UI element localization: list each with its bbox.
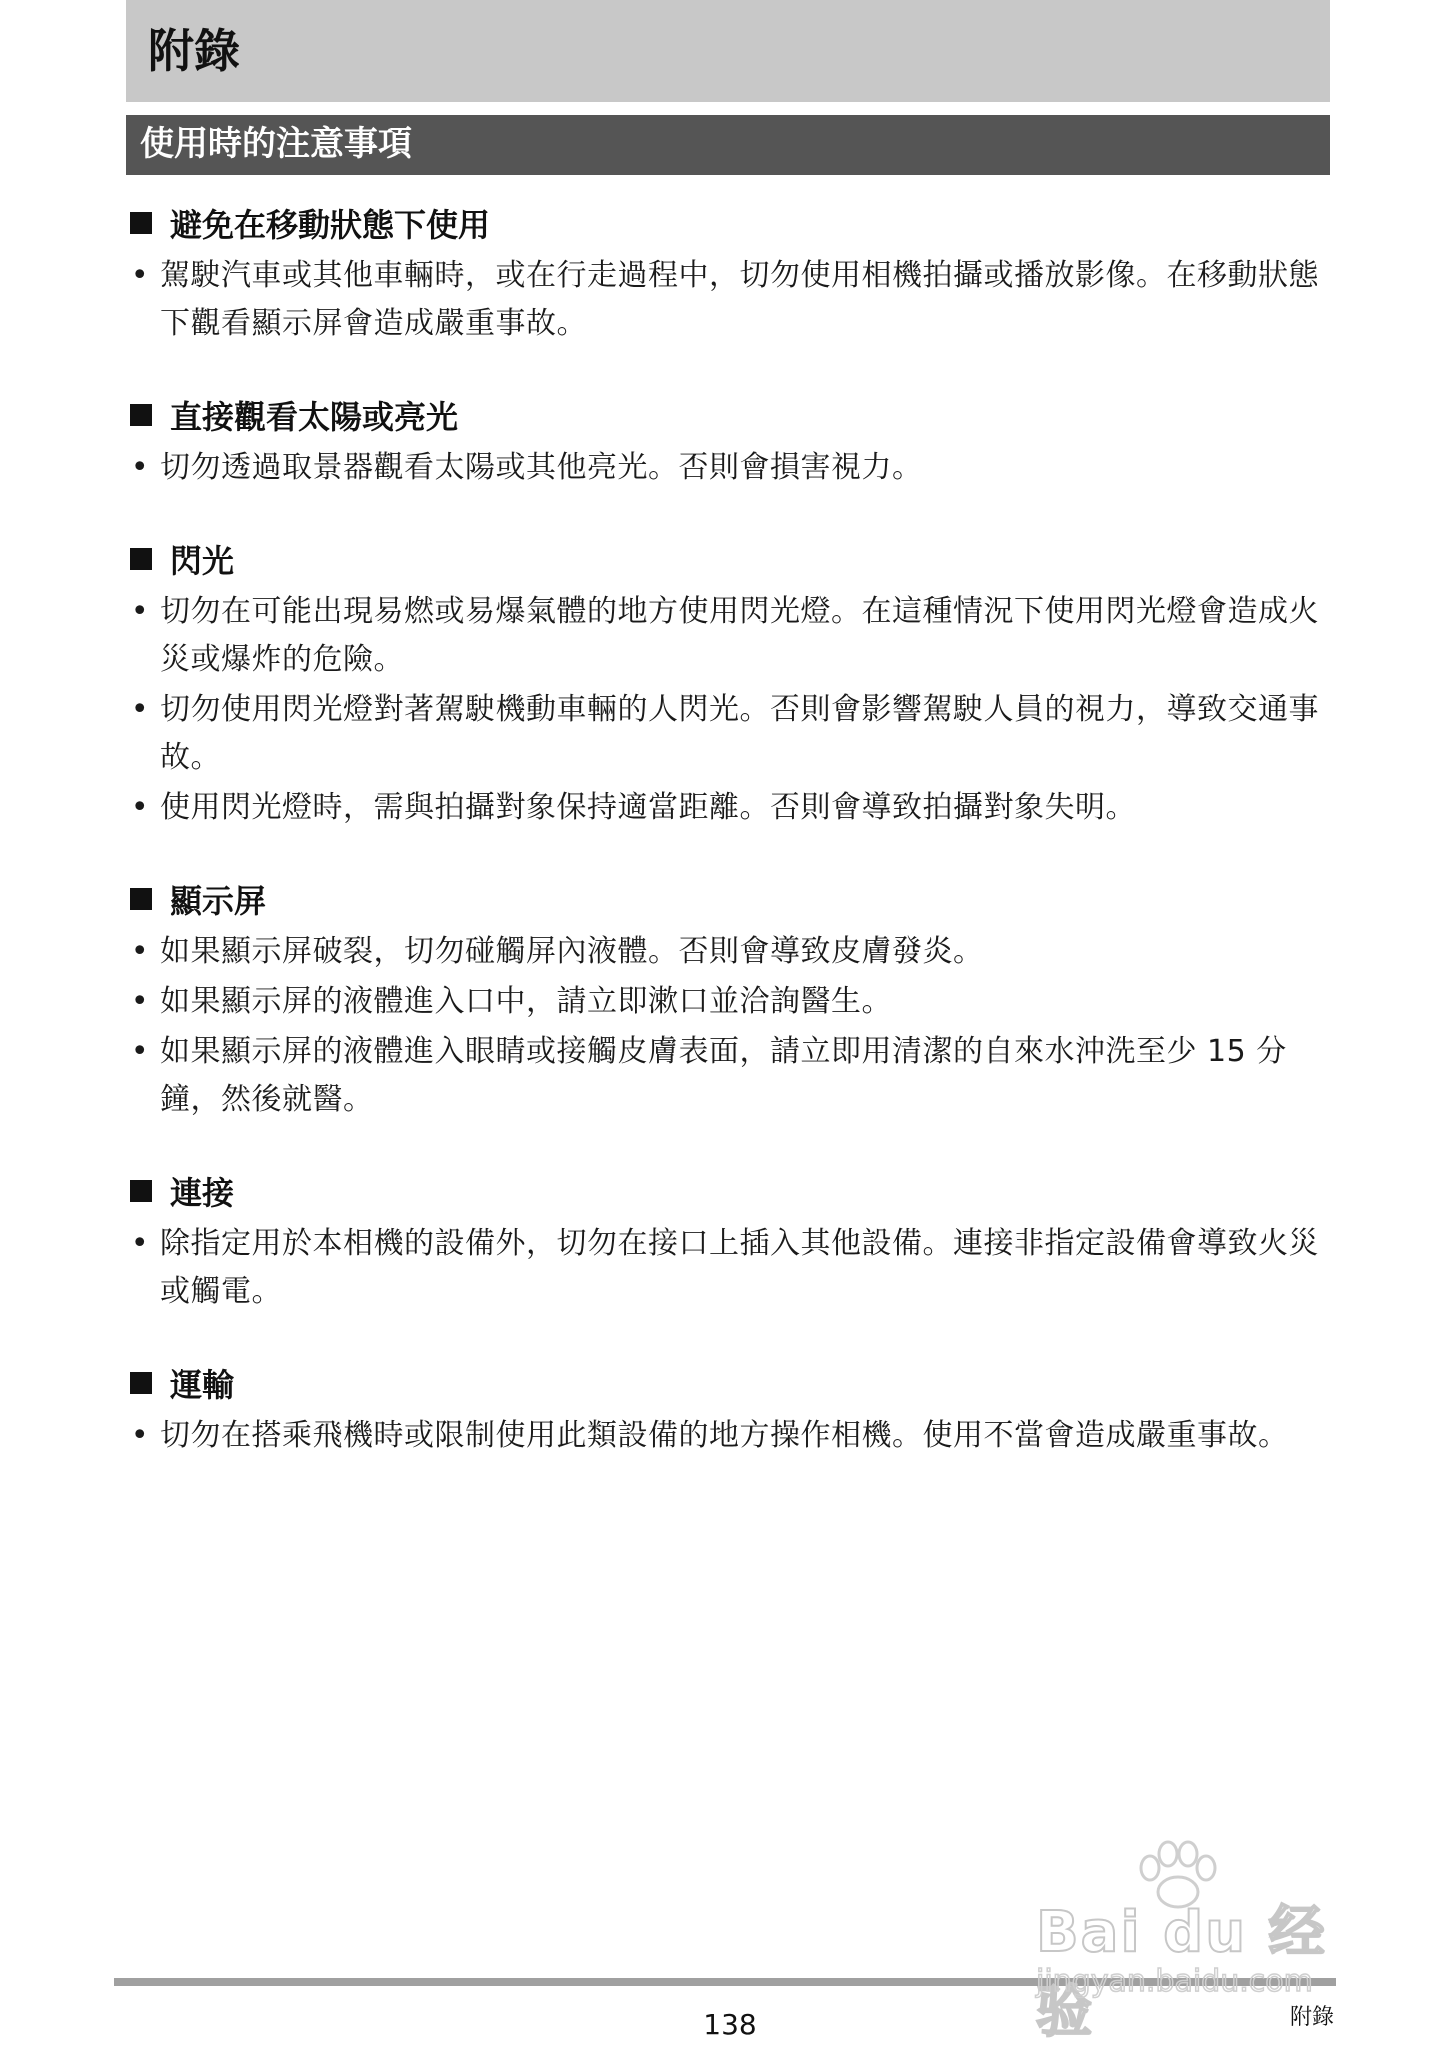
caution-item <box>126 1028 1336 1124</box>
caution-heading-text: 顯示屏 <box>170 882 267 920</box>
bullet-icon: • <box>130 790 150 825</box>
caution-heading <box>126 388 1336 442</box>
footer-rule <box>114 1978 1336 1986</box>
caution-heading <box>126 872 1336 926</box>
paw-icon <box>1130 1840 1220 1910</box>
content-area <box>126 196 1336 1500</box>
caution-heading <box>126 1164 1336 1218</box>
square-bullet-icon <box>130 888 152 910</box>
caution-item <box>126 588 1336 684</box>
square-bullet-icon <box>130 1180 152 1202</box>
caution-item-text: 如果顯示屏破裂，切勿碰觸屏內液體。否則會導致皮膚發炎。 <box>160 934 984 969</box>
caution-item-text: 切勿使用閃光燈對著駕駛機動車輛的人閃光。否則會影響駕駛人員的視力，導致交通事故。 <box>160 692 1319 775</box>
square-bullet-icon <box>130 548 152 570</box>
caution-heading-text: 直接觀看太陽或亮光 <box>170 398 459 436</box>
page-number: 138 <box>703 2008 757 2041</box>
caution-heading <box>126 1356 1336 1410</box>
footer-chapter-label: 附錄 <box>1290 2005 1335 2030</box>
caution-item-text: 如果顯示屏的液體進入口中，請立即漱口並洽詢醫生。 <box>160 984 892 1019</box>
caution-item <box>126 928 1336 976</box>
caution-heading-text: 連接 <box>170 1174 235 1212</box>
caution-item-text: 駕駛汽車或其他車輛時，或在行走過程中，切勿使用相機拍攝或播放影像。在移動狀態下觀看顯示屏會造成嚴重事故。 <box>160 258 1319 341</box>
caution-item <box>126 686 1336 782</box>
caution-section <box>126 872 1336 1124</box>
caution-item <box>126 1220 1336 1316</box>
caution-item-text: 切勿在搭乘飛機時或限制使用此類設備的地方操作相機。使用不當會造成嚴重事故。 <box>160 1418 1289 1453</box>
caution-item <box>126 252 1336 348</box>
square-bullet-icon <box>130 1372 152 1394</box>
bullet-icon: • <box>130 258 150 293</box>
caution-heading <box>126 196 1336 250</box>
bullet-icon: • <box>130 692 150 727</box>
caution-heading <box>126 532 1336 586</box>
caution-item-text: 如果顯示屏的液體進入眼睛或接觸皮膚表面，請立即用清潔的自來水沖洗至少 15 分鐘，然後就醫。 <box>160 1034 1287 1117</box>
watermark-logo-text: Bai du 经验 <box>1036 1900 1327 2045</box>
caution-heading-text: 避免在移動狀態下使用 <box>170 206 491 244</box>
caution-item <box>126 784 1336 832</box>
caution-section <box>126 1164 1336 1316</box>
caution-section <box>126 388 1336 492</box>
bullet-icon: • <box>130 594 150 629</box>
caution-item-text: 切勿在可能出現易燃或易爆氣體的地方使用閃光燈。在這種情況下使用閃光燈會造成火災或爆炸的危險。 <box>160 594 1319 677</box>
caution-heading-text: 運輸 <box>170 1366 235 1404</box>
caution-section <box>126 196 1336 348</box>
caution-item-text: 除指定用於本相機的設備外，切勿在接口上插入其他設備。連接非指定設備會導致火災或觸電。 <box>160 1226 1319 1309</box>
chapter-header <box>126 0 1330 102</box>
square-bullet-icon <box>130 212 152 234</box>
caution-heading-text: 閃光 <box>170 542 235 580</box>
bullet-icon: • <box>130 934 150 969</box>
caution-section <box>126 532 1336 832</box>
caution-section <box>126 1356 1336 1460</box>
caution-item <box>126 444 1336 492</box>
bullet-icon: • <box>130 1418 150 1453</box>
bullet-icon: • <box>130 1226 150 1261</box>
caution-item-text: 使用閃光燈時，需與拍攝對象保持適當距離。否則會導致拍攝對象失明。 <box>160 790 1136 825</box>
bullet-icon: • <box>130 984 150 1019</box>
caution-item <box>126 1412 1336 1460</box>
section-title: 使用時的注意事項 <box>140 124 412 164</box>
square-bullet-icon <box>130 404 152 426</box>
caution-item <box>126 978 1336 1026</box>
section-header <box>126 115 1330 175</box>
bullet-icon: • <box>130 450 150 485</box>
bullet-icon: • <box>130 1034 150 1069</box>
chapter-title: 附錄 <box>148 24 240 78</box>
caution-item-text: 切勿透過取景器觀看太陽或其他亮光。否則會損害視力。 <box>160 450 923 485</box>
